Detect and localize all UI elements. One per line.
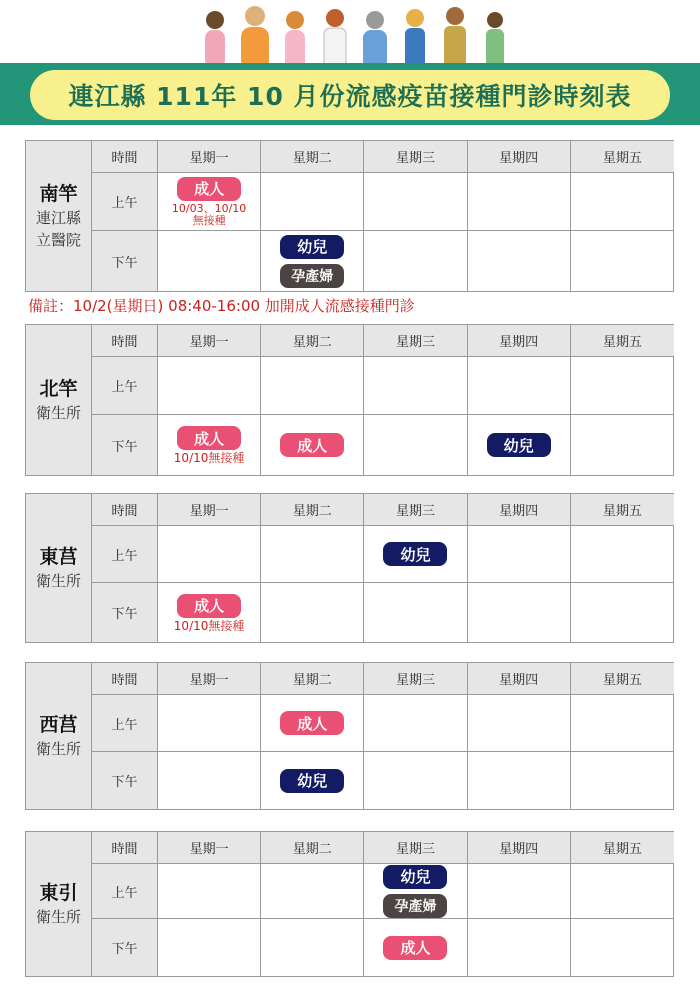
slot-mon-pm [158, 415, 261, 475]
slot-tue-am [261, 695, 364, 751]
site-label [26, 141, 92, 291]
page-title: 連江縣 111年 10 月份流感疫苗接種門診時刻表 [68, 82, 632, 111]
site-name: 西莒 [39, 714, 78, 736]
slot-tue-pm [261, 919, 364, 976]
day-header: 星期一 [158, 141, 261, 172]
period-label: 下午 [92, 415, 158, 475]
slot-tue-am [261, 526, 364, 582]
header-row [92, 325, 674, 357]
site-label [26, 832, 92, 976]
child-badge: 幼兒 [280, 769, 344, 793]
day-header: 星期四 [468, 663, 571, 694]
schedule-block-dongyin [25, 831, 674, 977]
slot-tue-am [261, 173, 364, 230]
day-header: 星期一 [158, 325, 261, 356]
day-header: 星期二 [261, 494, 364, 525]
slot-fri-pm [571, 415, 674, 475]
period-label: 上午 [92, 526, 158, 582]
schedule-block-beigan [25, 324, 674, 476]
slot-thu-am [468, 173, 571, 230]
time-header: 時間 [92, 325, 158, 356]
slot-fri-am [571, 526, 674, 582]
slot-wed-am [364, 526, 467, 582]
people-illustration [195, 2, 515, 72]
day-header: 星期二 [261, 663, 364, 694]
header-row [92, 141, 674, 173]
schedule-block-dongju [25, 493, 674, 643]
day-header: 星期五 [571, 141, 674, 172]
slot-wed-am [364, 864, 467, 918]
slot-wed-pm [364, 752, 467, 809]
slot-wed-am [364, 173, 467, 230]
day-header: 星期四 [468, 325, 571, 356]
slot-mon-am [158, 864, 261, 918]
title-banner [30, 70, 670, 120]
am-row [92, 357, 674, 415]
slot-tue-pm [261, 752, 364, 809]
period-label: 下午 [92, 231, 158, 291]
am-row [92, 526, 674, 583]
slot-thu-am [468, 357, 571, 414]
slot-thu-am [468, 695, 571, 751]
time-header: 時間 [92, 832, 158, 863]
slot-tue-am [261, 357, 364, 414]
schedule-block-xiju [25, 662, 674, 810]
site-label [26, 494, 92, 642]
adult-badge: 成人 [280, 711, 344, 735]
site-name: 東莒 [39, 546, 78, 568]
site-sub: 衛生所 [35, 404, 81, 422]
site-name: 南竿 [39, 183, 78, 205]
slot-mon-am [158, 173, 261, 230]
slot-mon-pm [158, 231, 261, 291]
day-header: 星期一 [158, 494, 261, 525]
am-row [92, 695, 674, 752]
time-header: 時間 [92, 663, 158, 694]
slot-thu-am [468, 526, 571, 582]
slot-fri-am [571, 864, 674, 918]
slot-thu-pm [468, 752, 571, 809]
adult-badge: 成人 [177, 177, 241, 201]
day-header: 星期二 [261, 325, 364, 356]
site-sub: 衛生所 [35, 572, 81, 590]
remark-note: 備註：10/2(星期日) 08:40-16:00 加開成人流感接種門診 [28, 297, 415, 315]
time-header: 時間 [92, 141, 158, 172]
site-name: 東引 [39, 882, 78, 904]
header-row [92, 494, 674, 526]
am-row [92, 173, 674, 231]
day-header: 星期五 [571, 663, 674, 694]
day-header: 星期一 [158, 663, 261, 694]
site-sub: 衛生所 [35, 740, 81, 758]
pregnant-badge: 孕產婦 [280, 264, 344, 288]
adult-badge: 成人 [280, 433, 344, 457]
slot-note: 10/10無接種 [173, 451, 245, 465]
slot-fri-am [571, 695, 674, 751]
slot-fri-am [571, 173, 674, 230]
slot-fri-pm [571, 231, 674, 291]
period-label: 下午 [92, 919, 158, 976]
schedule-block-nangan [25, 140, 674, 292]
period-label: 上午 [92, 864, 158, 918]
day-header: 星期三 [364, 663, 467, 694]
am-row [92, 864, 674, 919]
pm-row [92, 231, 674, 291]
period-label: 下午 [92, 752, 158, 809]
slot-thu-pm [468, 415, 571, 475]
slot-wed-pm [364, 415, 467, 475]
adult-badge: 成人 [177, 594, 241, 618]
day-header: 星期五 [571, 832, 674, 863]
pm-row [92, 919, 674, 976]
day-header: 星期五 [571, 325, 674, 356]
site-sub: 立醫院 [35, 231, 81, 249]
slot-fri-pm [571, 919, 674, 976]
slot-note: 10/03、10/10 [171, 201, 247, 215]
period-label: 下午 [92, 583, 158, 642]
slot-wed-am [364, 695, 467, 751]
slot-thu-pm [468, 231, 571, 291]
header-row [92, 832, 674, 864]
slot-tue-am [261, 864, 364, 918]
slot-wed-am [364, 357, 467, 414]
day-header: 星期三 [364, 832, 467, 863]
site-label [26, 325, 92, 475]
header-row [92, 663, 674, 695]
slot-mon-am [158, 526, 261, 582]
day-header: 星期四 [468, 141, 571, 172]
slot-tue-pm [261, 583, 364, 642]
site-label [26, 663, 92, 809]
slot-mon-pm [158, 919, 261, 976]
adult-badge: 成人 [177, 426, 241, 450]
slot-mon-pm [158, 583, 261, 642]
slot-tue-pm [261, 231, 364, 291]
day-header: 星期三 [364, 141, 467, 172]
pm-row [92, 752, 674, 809]
adult-badge: 成人 [383, 936, 447, 960]
slot-mon-pm [158, 752, 261, 809]
period-label: 上午 [92, 357, 158, 414]
day-header: 星期一 [158, 832, 261, 863]
day-header: 星期二 [261, 141, 364, 172]
pregnant-badge: 孕產婦 [383, 894, 447, 918]
site-sub: 衛生所 [35, 908, 81, 926]
slot-wed-pm [364, 583, 467, 642]
period-label: 上午 [92, 695, 158, 751]
pm-row [92, 415, 674, 475]
slot-note: 無接種 [192, 213, 226, 227]
slot-thu-am [468, 864, 571, 918]
slot-mon-am [158, 357, 261, 414]
pm-row [92, 583, 674, 642]
slot-wed-pm [364, 919, 467, 976]
header [0, 0, 700, 125]
slot-fri-am [571, 357, 674, 414]
child-badge: 幼兒 [487, 433, 551, 457]
slot-note: 10/10無接種 [173, 618, 245, 633]
child-badge: 幼兒 [280, 235, 344, 259]
period-label: 上午 [92, 173, 158, 230]
day-header: 星期四 [468, 494, 571, 525]
slot-wed-pm [364, 231, 467, 291]
slot-fri-pm [571, 583, 674, 642]
child-badge: 幼兒 [383, 542, 447, 566]
site-name: 北竿 [39, 378, 78, 400]
slot-mon-am [158, 695, 261, 751]
day-header: 星期四 [468, 832, 571, 863]
day-header: 星期五 [571, 494, 674, 525]
slot-tue-pm [261, 415, 364, 475]
slot-thu-pm [468, 583, 571, 642]
slot-fri-pm [571, 752, 674, 809]
child-badge: 幼兒 [383, 865, 447, 889]
day-header: 星期二 [261, 832, 364, 863]
site-sub: 連江縣 [35, 209, 81, 227]
slot-thu-pm [468, 919, 571, 976]
time-header: 時間 [92, 494, 158, 525]
day-header: 星期三 [364, 325, 467, 356]
day-header: 星期三 [364, 494, 467, 525]
